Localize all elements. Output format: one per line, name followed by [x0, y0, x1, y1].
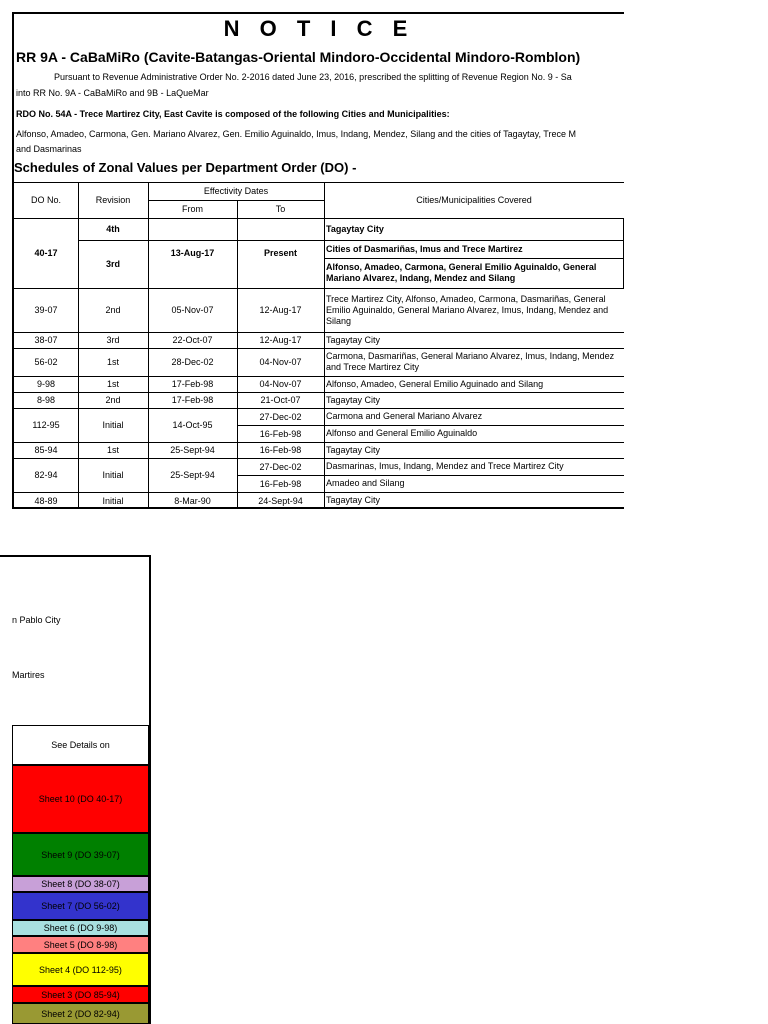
table-cell: Dasmarinas, Imus, Indang, Mendez and Trece Martirez City [326, 461, 564, 471]
table-cell: 12-Aug-17 [259, 305, 302, 315]
header-do-no: DO No. [30, 195, 61, 205]
header-cities: Cities/Municipalities Covered [416, 195, 532, 205]
table-cell: 2nd [105, 305, 121, 315]
sheet-7-link[interactable]: Sheet 7 (DO 56-02) [12, 892, 149, 920]
table-cell: 56-02 [34, 357, 58, 367]
table-cell: Tagaytay City [326, 444, 381, 455]
table-cell: 27-Dec-02 [259, 461, 302, 472]
table-cell: 17-Feb-98 [171, 379, 214, 389]
sheet-2-link[interactable]: Sheet 2 (DO 82-94) [12, 1003, 149, 1024]
header-to: To [275, 204, 286, 214]
table-cell: Cities of Dasmariñas, Imus and Trece Martirez [326, 243, 523, 254]
table-cell: 27-Dec-02 [259, 411, 302, 422]
table-cell: 24-Sept-94 [258, 495, 303, 506]
table-cell: Alfonso, Amadeo, General Emilio Aguinado and Silang [326, 378, 544, 389]
martires-label: Martires [12, 670, 45, 680]
sheet-3-link[interactable]: Sheet 3 (DO 85-94) [12, 986, 149, 1003]
header-revision: Revision [95, 195, 131, 205]
table-cell: 28-Dec-02 [171, 357, 214, 367]
table-cell: 4th [106, 224, 120, 234]
table-cell: 04-Nov-07 [259, 379, 302, 389]
table-cell: 82-94 [34, 470, 58, 480]
table-cell: 16-Feb-98 [259, 445, 302, 455]
table-cell: 1st [106, 379, 119, 389]
split-text: into RR No. 9A - CaBaMiRo and 9B - LaQueMar [16, 88, 209, 98]
table-cell: Alfonso, Amadeo, Carmona, General Emilio Aguinaldo, General Mariano Alvarez, Indang, Mendez and Silang [326, 262, 597, 283]
table-cell: 112-95 [32, 420, 60, 430]
table-cell: 85-94 [34, 445, 58, 455]
pursuant-text: Pursuant to Revenue Administrative Order No. 2-2016 dated June 23, 2016, prescribed the splitting of Revenue Region No. 9 - Sa [54, 72, 572, 82]
table-cell: 39-07 [34, 305, 58, 315]
cities-list-cont: and Dasmarinas [16, 144, 82, 154]
table-cell: 13-Aug-17 [170, 248, 215, 258]
cities-list: Alfonso, Amadeo, Carmona, Gen. Mariano Alvarez, Gen. Emilio Aguinaldo, Imus, Indang, Mendez, Silang and the cities of Tagaytay, Trece M [16, 129, 576, 139]
region-heading: RR 9A - CaBaMiRo (Cavite-Batangas-Oriental Mindoro-Occidental Mindoro-Romblon) [16, 49, 581, 65]
sheet-9-link[interactable]: Sheet 9 (DO 39-07) [12, 833, 149, 876]
rdo-text: RDO No. 54A - Trece Martirez City, East Cavite is composed of the following Cities and Municipalities: [16, 109, 450, 119]
table-cell: 16-Feb-98 [259, 428, 302, 439]
table-cell: 21-Oct-07 [260, 395, 301, 405]
sheet-10-link[interactable]: Sheet 10 (DO 40-17) [12, 765, 149, 833]
header-from: From [182, 204, 203, 214]
table-cell: 05-Nov-07 [171, 305, 214, 315]
sheet-5-link[interactable]: Sheet 5 (DO 8-98) [12, 936, 149, 953]
table-cell: 14-Oct-95 [172, 420, 213, 430]
pablo-label: n Pablo City [12, 615, 61, 625]
table-cell: Carmona, Dasmariñas, General Mariano Alvarez, Imus, Indang, Mendez and Trece Martirez City [326, 351, 615, 372]
notice-panel [12, 12, 624, 509]
table-cell: 12-Aug-17 [259, 335, 302, 345]
table-cell: 38-07 [34, 335, 58, 345]
table-cell: Amadeo and Silang [326, 478, 405, 488]
table-cell: Initial [102, 495, 124, 506]
table-cell: Initial [102, 470, 124, 480]
table-cell: 8-Mar-90 [174, 495, 211, 506]
sheet-8-link[interactable]: Sheet 8 (DO 38-07) [12, 876, 149, 892]
table-cell: Present [263, 248, 298, 258]
table-cell: Tagaytay City [326, 394, 381, 405]
table-cell: 48-89 [34, 495, 58, 506]
table-cell: 25-Sept-94 [170, 470, 215, 480]
table-cell: 04-Nov-07 [259, 357, 302, 367]
table-cell: 9-98 [36, 379, 55, 389]
notice-title: N O T I C E [223, 16, 415, 41]
table-cell: 2nd [105, 395, 121, 405]
table-cell: 1st [106, 357, 119, 367]
table-cell: Tagaytay City [326, 495, 381, 505]
table-cell: 17-Feb-98 [171, 395, 214, 405]
table-cell: Tagaytay City [326, 223, 384, 234]
table-cell: Tagaytay City [326, 334, 381, 345]
table-cell: Alfonso and General Emilio Aguinaldo [326, 428, 478, 438]
table-cell: 3rd [105, 259, 120, 269]
table-cell: 16-Feb-98 [259, 478, 302, 489]
table-cell: 1st [106, 445, 119, 455]
table-cell: 40-17 [34, 248, 58, 258]
sheet-6-link[interactable]: Sheet 6 (DO 9-98) [12, 920, 149, 936]
table-cell: 8-98 [36, 395, 55, 405]
table-cell: 22-Oct-07 [172, 335, 213, 345]
schedules-heading: Schedules of Zonal Values per Department Order (DO) - [14, 160, 357, 175]
sheet-4-link[interactable]: Sheet 4 (DO 112-95) [12, 953, 149, 986]
see-details-label: See Details on [12, 725, 149, 765]
table-cell: 3rd [106, 335, 120, 345]
table-cell: 25-Sept-94 [170, 445, 215, 455]
table-cell: Carmona and General Mariano Alvarez [326, 411, 483, 421]
table-cell: Initial [102, 420, 124, 430]
table-cell: Trece Martirez City, Alfonso, Amadeo, Carmona, Dasmariñas, General Emilio Aguinaldo, General Mariano Alvarez, Imus, Indang, Mendez and Silang [326, 293, 609, 326]
header-effectivity: Effectivity Dates [203, 186, 269, 196]
